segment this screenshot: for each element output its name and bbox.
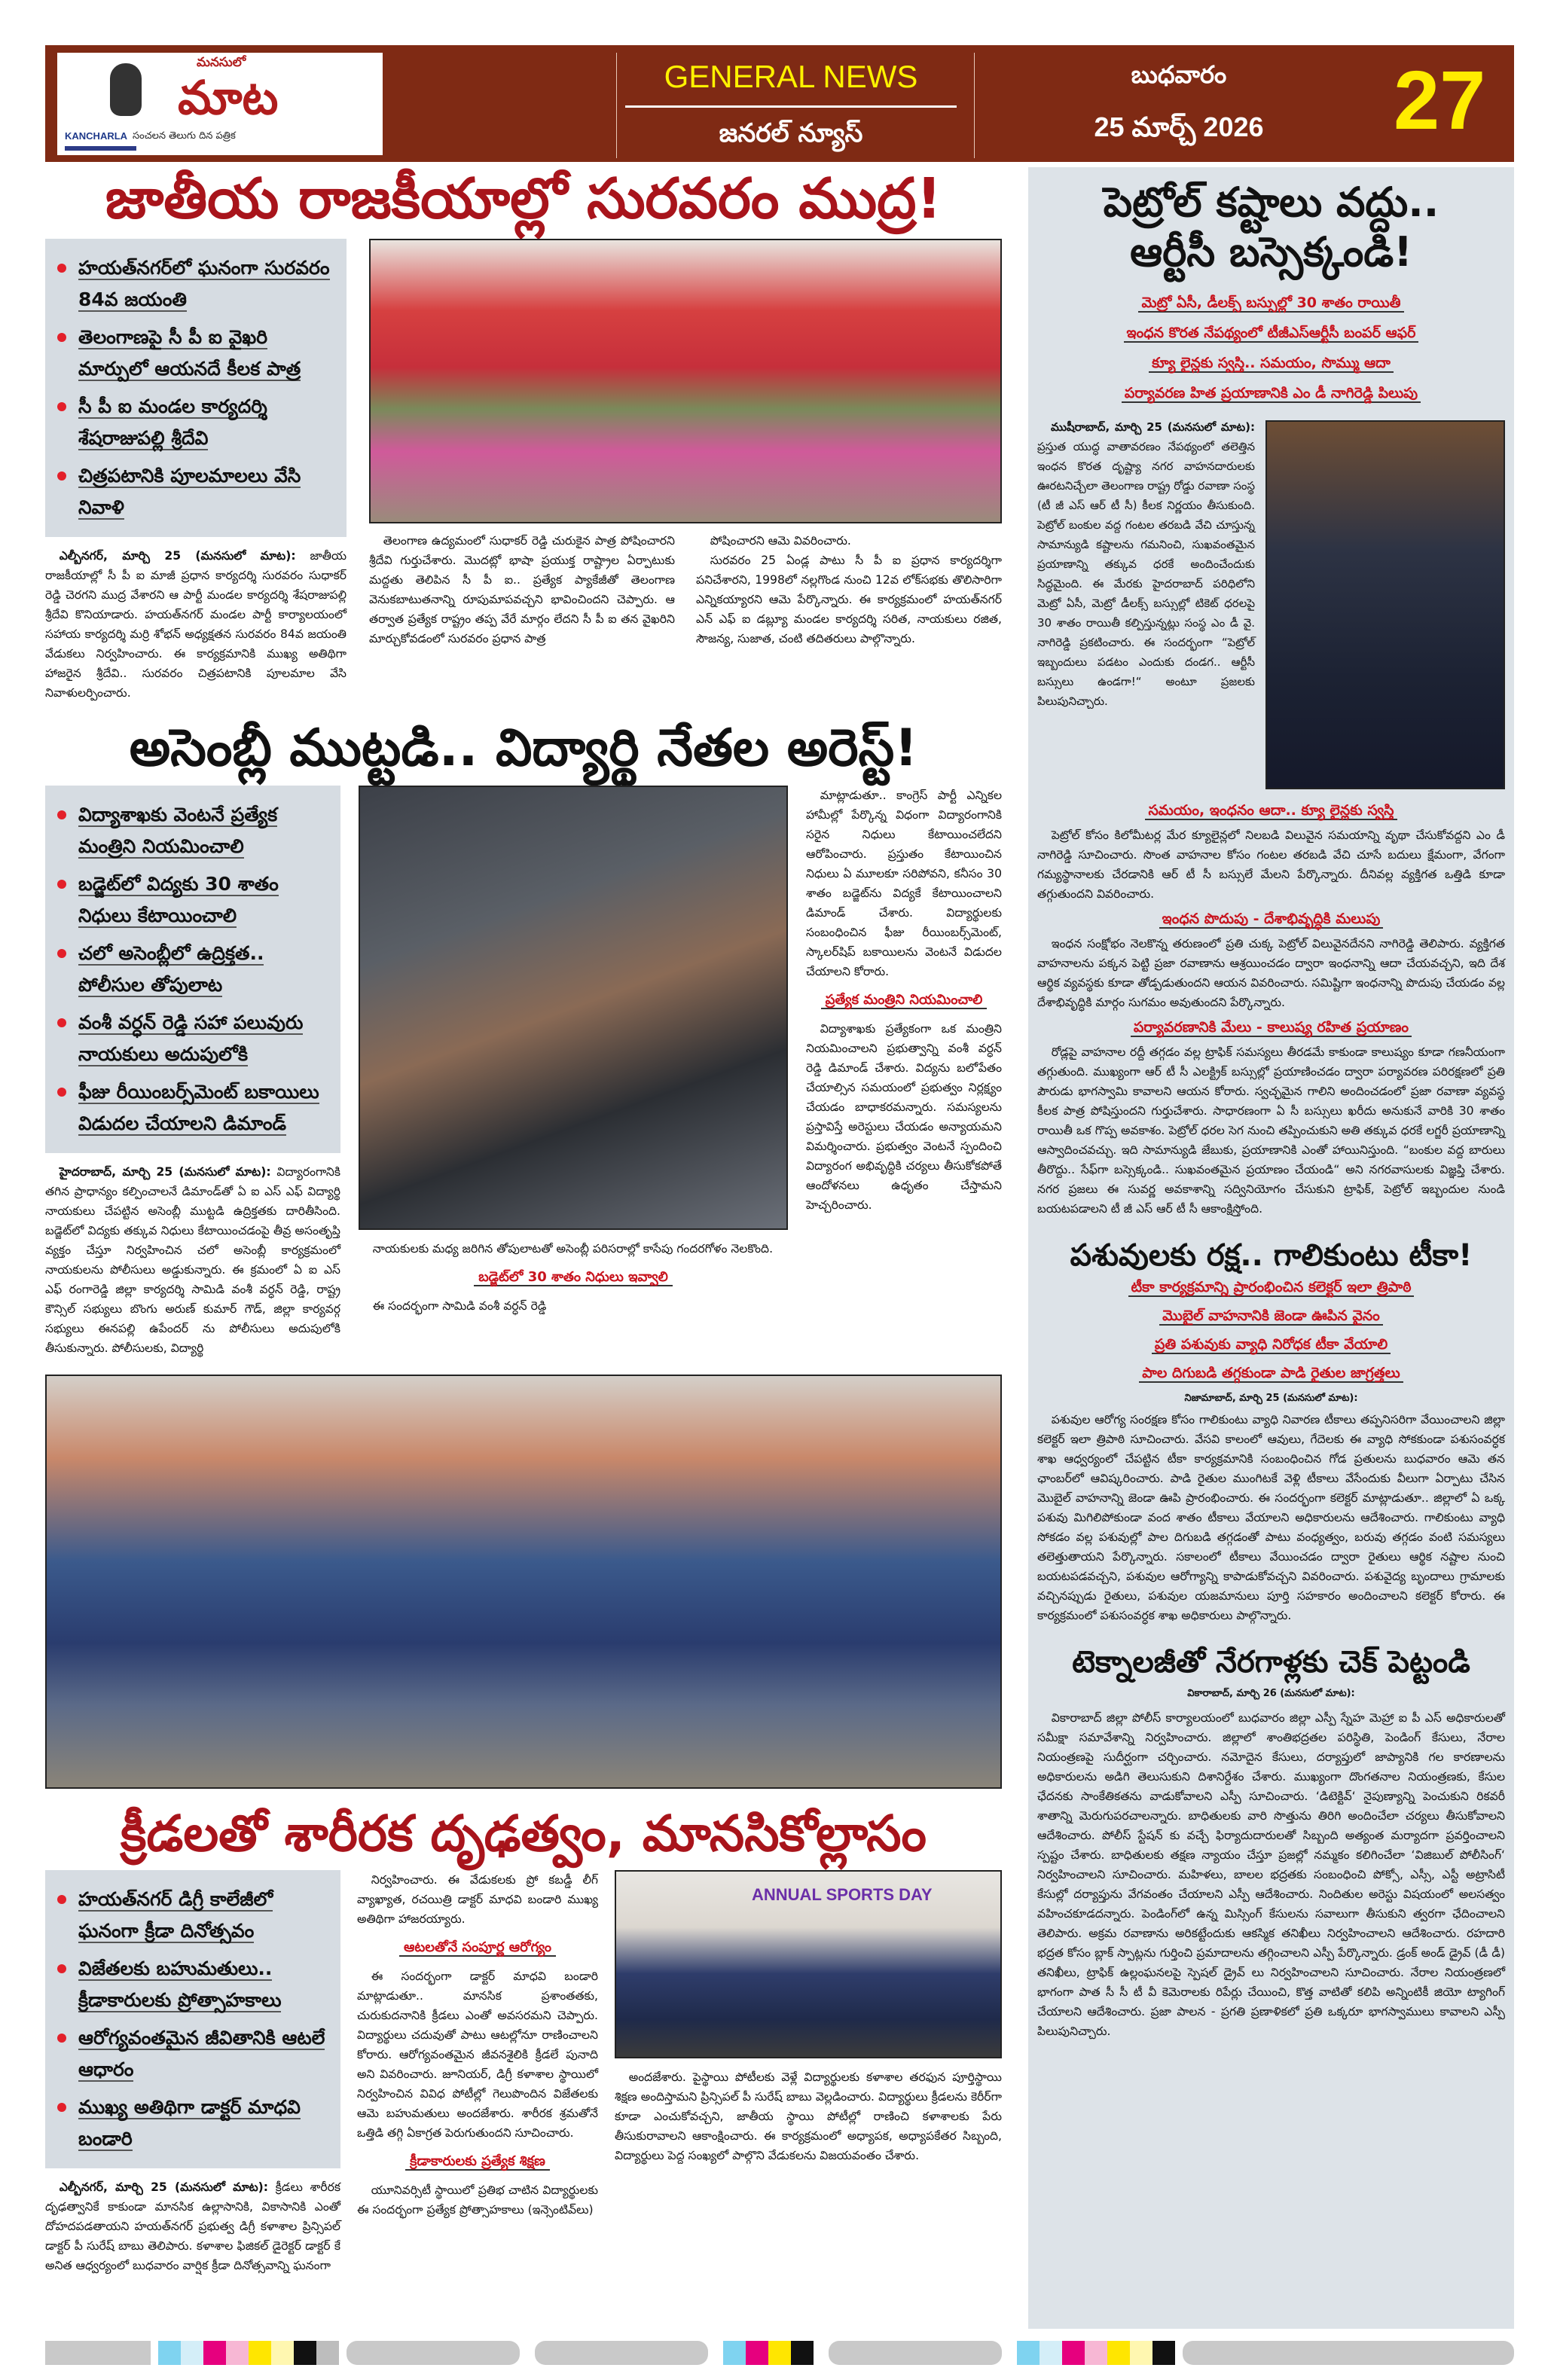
section-title-english: GENERAL NEWS	[664, 59, 918, 94]
article3-headline: క్రీడలతో శారీరక దృఢత్వం, మానసికోల్లాసం	[121, 1805, 927, 1863]
highlight-item: చిత్రపటానికి పూలమాలలు వేసి నివాళి	[57, 460, 336, 523]
highlight-item: విద్యాశాఖకు వెంటనే ప్రత్యేక మంత్రిని నియమించాలి	[57, 799, 330, 862]
newspaper-logo	[57, 53, 383, 155]
highlight-item: హయత్‌నగర్ డిగ్రీ కాలేజీలో ఘనంగా క్రీడా దినోత్సవం	[57, 1884, 330, 1947]
print-color-registration-bar	[45, 2341, 1514, 2365]
article4-subheads: మెట్రో ఏసీ, డీలక్స్ బస్సుల్లో 30 శాతం రాయితీ ఇంధన కొరత నేపథ్యంలో టీజీఎస్ఆర్టీసీ బంపర్ ఆఫర్ క్యూ లైన్లకు స్వస్తి.. సమయం, సొమ్ము ఆదా పర్యావరణ హిత ప్రయాణానికి ఎం డీ నాగిరెడ్డి పిలుపు	[1037, 288, 1505, 408]
article3-body-col2: నిర్వహించారు. ఈ వేడుకలకు ప్రో కబడ్డీ లీగ్ వ్యాఖ్యాత, రచయిత్రి డాక్టర్ మాధవి బండారి ముఖ్య అతిథిగా హాజరయ్యారు.	[357, 1873, 598, 1927]
article2-col3	[806, 786, 1002, 1358]
article3-highlights	[45, 1870, 340, 2168]
logo-small-text: మనసులో	[197, 55, 246, 70]
article2-body-col2: నాయకులకు మధ్య జరిగిన తోపులాటతో అసెంబ్లీ పరిసరాల్లో కాసేపు గందరగోళం నెలకొంది.	[372, 1242, 774, 1256]
article2-body-col3b: విద్యాశాఖకు ప్రత్యేకంగా ఒక మంత్రిని నియమించాలని ప్రభుత్వాన్ని వంశీ వర్ధన్ రెడ్డి డిమాండ్ చేశారు. విద్యను బలోపేతం చేయాల్సిన సమయంలో ప్రభుత్వం నిర్లక్ష్యం చేయడం బాధాకరమన్నారు. సమస్యలను ప్రస్తావిస్తే అరెస్టులు చేయడం అన్యాయమని విమర్శించారు. ప్రభుత్వం వెంటనే స్పందించి విద్యారంగ అభివృద్ధికి చర్యలు తీసుకోకపోతే ఆందోళనలు ఉధృతం చేస్తామని హెచ్చరించారు.	[806, 1022, 1002, 1213]
article2-headline: అసెంబ్లీ ముట్టడి.. విద్యార్థి నేతల అరెస్ట్!	[129, 719, 918, 779]
dateline: ముషీరాబాద్, మార్చి 25 (మనసులో మాట):	[1051, 420, 1255, 434]
masthead	[45, 45, 1514, 162]
issue-date: 25 మార్చ్ 2026	[1094, 111, 1264, 142]
highlight-item: ఆరోగ్యవంతమైన జీవితానికి ఆటలే ఆధారం	[57, 2022, 330, 2086]
page-number: 27	[1394, 54, 1486, 147]
article1	[45, 167, 1002, 703]
highlight-item: ముఖ్య అతిథిగా డాక్టర్ మాధవి బండారి	[57, 2092, 330, 2155]
article3-photo	[615, 1870, 1002, 2058]
article6-body: వికారాబాద్ జిల్లా పోలీస్ కార్యాలయంలో బుధవారం జిల్లా ఎస్పీ స్నేహ మెహ్రా ఐ పీ ఎస్ అధికారులతో సమీక్షా సమావేశాన్ని నిర్వహించారు. జిల్లాలో శాంతిభద్రతల పరిస్థితి, పెండింగ్ కేసులు, నేరాల నియంత్రణపై సుదీర్ఘంగా చర్చించారు. నమోదైన కేసులు, దర్యాప్తులో జాప్యానికి గల కారణాలను అధికారులను అడిగి తెలుసుకుని దిశానిర్దేశం చేశారు. ముఖ్యంగా దొంగతనాల నియంత్రణకు, కేసుల ఛేదనకు సాంకేతికతను వాడుకోవాలని ఎస్పీ సూచించారు. ‘డిటెక్టివ్‘ నైపుణ్యాన్ని పెంచుకుని రికవరీ శాతాన్ని మెరుగుపరచాలన్నారు. బాధితులకు వారి సొత్తును తిరిగి అందించేలా చర్యలు తీసుకోవాలని ఆదేశించారు. పోలీస్ స్టేషన్ కు వచ్చే ఫిర్యాదుదారులతో సిబ్బంది అత్యంత మర్యాదగా ప్రవర్తించాలని స్పష్టం చేశారు. బాధితులకు తక్షణ న్యాయం చేస్తూ ప్రజల్లో నమ్మకం కలిగించేలా ‘విజిబుల్ పోలీసింగ్‘ నిర్వహించాలని సూచించారు. మహిళలు, బాలల భద్రతకు సంబంధించి పోక్సో, ఎస్సీ, ఎస్టీ అట్రాసిటీ కేసుల్లో దర్యాప్తును వేగవంతం చేయాలని ఎస్పీ ఆదేశించారు. నిందితుల అరెస్టు విషయంలో అలసత్వం వహించకూడదన్నారు. పెండింగ్‌లో ఉన్న మిస్సింగ్ కేసులను సవాలుగా తీసుకుని త్వరగా ఛేదించాలని తెలిపారు. అక్రమ రవాణాను అరికట్టేందుకు ఆకస్మిక తనిఖీలు నిర్వహించాలని ఆదేశించారు. రహదారి భద్రత కోసం బ్లాక్ స్పాట్లను గుర్తించి ప్రమాదాలను తగ్గించాలని ఎస్పీ పేర్కొన్నారు. డ్రంక్ అండ్ డ్రైవ్ (డీ డీ) తనిఖీలు, ట్రాఫిక్ ఉల్లంఘనలపై స్పెషల్ డ్రైవ్ లు నిర్వహించాలని సూచించారు. నేరాల నియంత్రణలో భాగంగా పాత సీ సీ టీ వీ కెమెరాలకు రిపేర్లు చేయించి, కొత్త వాటితో కలిపి అన్నింటికీ జియో ట్యాగింగ్ చేయాలని ఆదేశించారు. ప్రజా పాలన - ప్రగతి ప్రణాళికలో ప్రతి ఒక్కరూ భాగస్వాములు కావాలని ఎస్పీ పిలుపునిచ్చారు.	[1037, 1711, 1505, 2038]
dateline: నిజామాబాద్, మార్చి 25 (మనసులో మాట):	[1184, 1393, 1358, 1404]
article2-subhead: బడ్జెట్‌లో 30 శాతం నిధులు ఇవ్వాలి	[359, 1265, 788, 1290]
highlight-item: విజేతలకు బహుమతులు.. క్రీడాకారులకు ప్రోత్సాహకాలు	[57, 1953, 330, 2016]
photo-banner-text: ANNUAL SPORTS DAY	[752, 1885, 933, 1905]
sports-group-photo	[45, 1375, 1002, 1789]
article4-body: సమయం, ఇంధనం ఆదా.. క్యూ లైన్లకు స్వస్తి పెట్రోల్ కోసం కిలోమీటర్ల మేర క్యూలైన్లలో నిలబడి విలువైన సమయాన్ని వృథా చేసుకోవద్దని ఎం డీ నాగిరెడ్డి సూచించారు. సొంత వాహనాల కోసం గంటల తరబడి వేచి చూసే బదులు క్షేమంగా, వేగంగా గమ్యస్థానాలకు చేరడానికి ఆర్ టీ సీ బస్సులే మేలని పేర్కొన్నారు. దీనివల్ల వ్యక్తిగత ఒత్తిడి కూడా తగ్గుతుందని వివరించారు. ఇంధన పొదుపు - దేశాభివృద్ధికి మలుపు ఇంధన సంక్షోభం నెలకొన్న తరుణంలో ప్రతి చుక్క పెట్రోల్ విలువైనదేనని నాగిరెడ్డి తెలిపారు. వ్యక్తిగత వాహనాలను పక్కన పెట్టి ప్రజా రవాణాను ఆశ్రయించడం ద్వారా ఇంధనాన్ని ఆదా చేయవచ్చని, ఇది దేశ ఆర్థిక వ్యవస్థకు కూడా తోడ్పడుతుందని ఆయన వివరించారు. సమిష్టిగా ఇంధనాన్ని పొదుపు చేయడం వల్ల దేశాభివృద్ధికి మార్గం సుగమం అవుతుందని పేర్కొన్నారు. పర్యావరణానికి మేలు - కాలుష్య రహిత ప్రయాణం రోడ్లపై వాహనాల రద్దీ తగ్గడం వల్ల ట్రాఫిక్ సమస్యలు తీరడమే కాకుండా కాలుష్యం కూడా గణనీయంగా తగ్గుతుంది. ముఖ్యంగా ఆర్ టీ సీ ఎలక్ట్రిక్ బస్సుల్లో ప్రయాణించడం ద్వారా పర్యావరణ పరిరక్షణలో ప్రతి పౌరుడు భాగస్వామి కావాలని ఆయన కోరారు. స్వచ్ఛమైన గాలిని అందించడంలో ప్రజా రవాణా వ్యవస్థ కీలక పాత్ర పోషిస్తుందని గుర్తుచేశారు. సాధారణంగా ఏ సీ బస్సులు ఖరీదు అనుకునే వారికి 30 శాతం రాయితీ ఒక గొప్ప అవకాశం. పెట్రోల్ ధరల సెగ నుంచి తప్పించుకుని అతి తక్కువ ధరకే లగ్జరీ ప్రయాణాన్ని ఆస్వాదించవచ్చు. ఇది సామాన్యుడి జేబుకు, ప్రయాణానికి ఎంతో హాయినిస్తుంది. “బంకుల వద్ద బారులు తీరొద్దు.. సేఫ్‌గా బస్సెక్కండి.. సుఖవంతమైన ప్రయాణం చేయండి“ అని నగరవాసులకు విజ్ఞప్తి చేశారు. నగర ప్రజలు ఈ సువర్ణ అవకాశాన్ని సద్వినియోగం చేసుకుని ట్రాఫిక్, పెట్రోల్ ఇబ్బందుల నుండి బయటపడాలని టీ జీ ఎస్ ఆర్ టీ సీ ఆకాంక్షిస్తోంది.	[1037, 802, 1505, 1216]
highlight-item: వంశీ వర్ధన్ రెడ్డి సహా పలువురు నాయకులు అదుపులోకి	[57, 1007, 330, 1070]
section-title-telugu: జనరల్ న్యూస్	[719, 118, 863, 148]
main-news-area	[45, 167, 1002, 2292]
highlight-item: బడ్జెట్‌లో విద్యకు 30 శాతం నిధులు కేటాయించాలి	[57, 868, 330, 932]
article3-col2	[357, 1870, 598, 2275]
article5-headline: పశువులకు రక్ష.. గాలికుంటు టీకా!	[1070, 1238, 1473, 1273]
logo-tagline: సంచలన తెలుగు దిన పత్రిక	[133, 130, 236, 142]
article1-body-col1: ఎల్బీనగర్, మార్చి 25 (మనసులో మాట): జాతీయ రాజకీయాల్లో సీ పీ ఐ మాజీ ప్రధాన కార్యదర్శి సురవరం సుధాకర్ రెడ్డి చెరగని ముద్ర వేశారని ఆ పార్టీ మండల కార్యదర్శి శేషరాజుపల్లి శ్రీదేవి కొనియాడారు. హయత్‌నగర్ మండల పార్టీ కార్యాలయంలో సహాయ కార్యదర్శి మర్రి శోభన్ అధ్యక్షతన సురవరం 84వ జయంతి వేడుకలు నిర్వహించారు. ఈ కార్యక్రమానికి ముఖ్య అతిథిగా హాజరైన శ్రీదేవి.. సురవరం చిత్రపటానికి పూలమాల వేసి నివాళులర్పించారు.	[45, 549, 347, 700]
article3-col3	[615, 1870, 1002, 2275]
dateline: ఎల్బీనగర్, మార్చి 25 (మనసులో మాట):	[59, 549, 296, 563]
weekday: బుధవారం	[1131, 60, 1227, 89]
article5-body: పశువుల ఆరోగ్య సంరక్షణ కోసం గాలికుంటు వ్యాధి నివారణ టీకాలు తప్పనిసరిగా వేయించాలని జిల్లా కలెక్టర్ ఇలా త్రిపాఠి సూచించారు. వేసవి కాలంలో ఆవులు, గేదెలకు ఈ వ్యాధి సోకకుండా పశుసంవర్ధక శాఖ ఆధ్వర్యంలో చేపట్టిన టీకా కార్యక్రమానికి సంబంధించిన గోడ ప్రతులను బుధవారం ఆమె తన ఛాంబర్‌లో ఆవిష్కరించారు. పాడి రైతుల ముంగిటకే వెళ్లి టీకాలు వేసేందుకు వీలుగా ఏర్పాటు చేసిన మొబైల్ వాహనాన్ని జెండా ఊపి ప్రారంభించారు. ఈ సందర్భంగా కలెక్టర్ మాట్లాడుతూ.. జిల్లాలో ఏ ఒక్క పశువు మిగిలిపోకుండా వంద శాతం టీకాలు వేయాలని అధికారులను ఆదేశించారు. గాలికుంటు వ్యాధి సోకడం వల్ల పశువుల్లో పాల దిగుబడి తగ్గడంతో పాటు వంధ్యత్వం, బరువు తగ్గడం వంటి సమస్యలు తలెత్తుతాయని పేర్కొన్నారు. సకాలంలో టీకాలు వేయించడం ద్వారా రైతులు ఆర్థిక నష్టాల నుంచి బయటపడవచ్చని, పశువుల ఆరోగ్యాన్ని కాపాడుకోవచ్చని వివరించారు. పశువైద్య బృందాలు గ్రామాలకు వచ్చినప్పుడు రైతులు, పశువుల యజమానులు పూర్తి సహకారం అందించాలని కలెక్టర్ కోరారు. ఈ కార్యక్రమంలో పశుసంవర్ధక శాఖ అధికారులు పాల్గొన్నారు.	[1037, 1413, 1505, 1622]
article3-body-col2c: యూనివర్సిటీ స్థాయిలో ప్రతిభ చాటిన విద్యార్థులకు ఈ సందర్భంగా ప్రత్యేక ప్రోత్సాహకాలు (ఇన్సెంటివ్‌లు)	[357, 2183, 598, 2217]
founder-portrait-icon	[110, 63, 142, 116]
article4-body-intro: ముషీరాబాద్, మార్చి 25 (మనసులో మాట): ప్రస్తుత యుద్ధ వాతావరణం నేపథ్యంలో తలెత్తిన ఇంధన కొరత దృష్ట్యా నగర వాహనదారులకు ఊరటనిచ్చేలా తెలంగాణ రాష్ట్ర రోడ్డు రవాణా సంస్థ (టీ జీ ఎస్ ఆర్ టీ సీ) కీలక నిర్ణయం తీసుకుంది. పెట్రోల్ బంకుల వద్ద గంటల తరబడి వేచి చూస్తున్న సామాన్యుడి కష్టాలను గమనించి, సుఖవంతమైన ప్రయాణాన్ని తక్కువ ధరకే అందించేందుకు సిద్ధమైంది. ఈ మేరకు హైదరాబాద్ పరిధిలోని మెట్రో ఏసీ, మెట్రో డీలక్స్ బస్సుల్లో టికెట్ ధరలపై 30 శాతం రాయితీ కల్పిస్తున్నట్లు సంస్థ ఎం డీ వై. నాగిరెడ్డి ప్రకటించారు. ఈ సందర్భంగా “పెట్రోల్ ఇబ్బందులు పడటం ఎందుకు దండగ.. ఆర్టీసీ బస్సులు ఉండగా!“ అంటూ ప్రజలకు పిలుపునిచ్చారు.	[1037, 420, 1255, 708]
md-portrait-photo	[1265, 420, 1505, 789]
article6	[1037, 1645, 1505, 2041]
divider	[616, 53, 617, 158]
article1-right-column	[369, 239, 1002, 703]
highlight-item: సీ పీ ఐ మండల కార్యదర్శి శేషరాజుపల్లి శ్రీదేవి	[57, 391, 336, 454]
article2-col2	[359, 786, 788, 1358]
article5: పశువులకు రక్ష.. గాలికుంటు టీకా! టీకా కార్యక్రమాన్ని ప్రారంభించిన కలెక్టర్ ఇలా త్రిపాఠి మొబైల్ వాహనానికి జెండా ఊపిన వైనం ప్రతి పశువుకు వ్యాధి నిరోధక టీకా వేయాలి పాల దిగుబడి తగ్గకుండా పాడి రైతుల జాగ్రత్తలు నిజామాబాద్, మార్చి 25 (మనసులో మాట): పశువుల ఆరోగ్య సంరక్షణ కోసం గాలికుంటు వ్యాధి నివారణ టీకాలు తప్పనిసరిగా వేయించాలని జిల్లా కలెక్టర్ ఇలా త్రిపాఠి సూచించారు. వేసవి కాలంలో ఆవులు, గేదెలకు ఈ వ్యాధి సోకకుండా పశుసంవర్ధక శాఖ ఆధ్వర్యంలో చేపట్టిన టీకా కార్యక్రమానికి సంబంధించిన గోడ ప్రతులను బుధవారం ఆమె తన ఛాంబర్‌లో ఆవిష్కరించారు. పాడి రైతుల ముంగిటకే వెళ్లి టీకాలు వేసేందుకు వీలుగా ఏర్పాటు చేసిన మొబైల్ వాహనాన్ని జెండా ఊపి ప్రారంభించారు. ఈ సందర్భంగా కలెక్టర్ మాట్లాడుతూ.. జిల్లాలో ఏ ఒక్క పశువు మిగిలిపోకుండా వంద శాతం టీకాలు వేయాలని అధికారులను ఆదేశించారు. గాలికుంటు వ్యాధి సోకడం వల్ల పశువుల్లో పాల దిగుబడి తగ్గడంతో పాటు వంధ్యత్వం, బరువు తగ్గడం వంటి సమస్యలు తలెత్తుతాయని పేర్కొన్నారు. సకాలంలో టీకాలు వేయించడం ద్వారా రైతులు ఆర్థిక నష్టాల నుంచి బయటపడవచ్చని, పశువుల ఆరోగ్యాన్ని కాపాడుకోవచ్చని వివరించారు. పశువైద్య బృందాలు గ్రామాలకు వచ్చినప్పుడు రైతులు, పశువుల యజమానులు పూర్తి సహకారం అందించాలని కలెక్టర్ కోరారు. ఈ కార్యక్రమంలో పశుసంవర్ధక శాఖ అధికారులు పాల్గొన్నారు.	[1037, 1238, 1505, 1625]
article3-subhead: క్రీడాకారులకు ప్రత్యేక శిక్షణ	[357, 2149, 598, 2174]
article3-body-col1: ఎల్బీనగర్, మార్చి 25 (మనసులో మాట): క్రీడలు శారీరక దృఢత్వానికే కాకుండా మానసిక ఉల్లాసానికి, వికాసానికి ఎంతో దోహదపడతాయని హయత్‌నగర్ ప్రభుత్వ డిగ్రీ కళాశాల ప్రిన్సిపల్ డాక్టర్ పీ సురేష్ బాబు తెలిపారు. కళాశాల ఫిజికల్ డైరెక్టర్ డాక్టర్ కే అనిత ఆధ్వర్యంలో బుధవారం వార్షిక క్రీడా దినోత్సవాన్ని ఘనంగా	[45, 2180, 341, 2273]
article2-body-col2b: ఈ సందర్భంగా సామిడి వంశీ వర్ధన్ రెడ్డి	[372, 1299, 547, 1314]
article2-highlights	[45, 786, 340, 1153]
article3-body-col3: అందజేశారు. పైస్థాయి పోటీలకు వెళ్లే విద్యార్థులకు కళాశాల తరఫున పూర్తిస్థాయి శిక్షణ అందిస్తామని ప్రిన్సిపల్ పీ సురేష్ బాబు వెల్లడించారు. విద్యార్థులు క్రీడలను కెరీర్‌గా కూడా ఎంచుకోవచ్చని, జాతీయ స్థాయి పోటీల్లో రాణించి కళాశాలకు పేరు తీసుకురావాలని ఆకాంక్షించారు. ఈ కార్యక్రమంలో అధ్యాపక, అధ్యాపకేతర సిబ్బంది, విద్యార్థులు పెద్ద సంఖ్యలో పాల్గొని వేడుకలను విజయవంతం చేశారు.	[615, 2070, 1002, 2163]
right-column	[1028, 167, 1514, 2329]
article1-headline: జాతీయ రాజకీయాల్లో సురవరం ముద్ర!	[105, 166, 942, 231]
article6-headline: టెక్నాలజీతో నేరగాళ్లకు చెక్ పెట్టండి	[1072, 1645, 1470, 1680]
article3-body-col2b: ఈ సందర్భంగా డాక్టర్ మాధవి బండారి మాట్లాడుతూ.. మానసిక ప్రశాంతతకు, చురుకుదనానికి క్రీడలు ఎంతో అవసరమని చెప్పారు. విద్యార్థులు చదువుతో పాటు ఆటల్లోనూ రాణించాలని కోరారు. ఆరోగ్యవంతమైన జీవనశైలికి క్రీడలే పునాది అని వివరించారు. జూనియర్, డిగ్రీ కళాశాల స్థాయిలో నిర్వహించిన వివిధ పోటీల్లో గెలుపొందిన విజేతలకు ఆమె బహుమతులు అందజేశారు. శారీరక శ్రమతోనే ఒత్తిడి తగ్గి ఏకాగ్రత పెరుగుతుందని సూచించారు.	[357, 1970, 598, 2140]
article2	[45, 719, 1002, 1358]
article1-body-cols	[369, 531, 1002, 648]
article2-photo	[359, 786, 788, 1230]
highlight-item: ఫీజు రీయింబర్స్‌మెంట్ బకాయిలు విడుదల చేయాలని డిమాండ్	[57, 1076, 330, 1140]
article1-left-column	[45, 239, 347, 703]
article2-body-col1: హైదరాబాద్, మార్చి 25 (మనసులో మాట): విద్యారంగానికి తగిన ప్రాధాన్యం కల్పించాలనే డిమాండ్‌తో ఏ ఐ ఎస్ ఎఫ్ విద్యార్థి నాయకులు చేపట్టిన అసెంబ్లీ ముట్టడి ఉద్రిక్తతకు దారితీసింది. బడ్జెట్‌లో విద్యకు తక్కువ నిధులు కేటాయించడంపై తీవ్ర అసంతృప్తి వ్యక్తం చేస్తూ నిర్వహించిన చలో అసెంబ్లీ కార్యక్రమంలో నాయకులను పోలీసులు అడ్డుకున్నారు. ఈ క్రమంలో ఏ ఐ ఎస్ ఎఫ్ రంగారెడ్డి జిల్లా కార్యదర్శి సామిడి వంశీ వర్ధన్ రెడ్డి, రాష్ట్ర కౌన్సిల్ సభ్యులు బొంగు అరుణ్ కుమార్ గౌడ్, జిల్లా కార్యవర్గ సభ్యులు ఈనపల్లి ఉపేందర్ ను పోలీసులు అదుపులోకి తీసుకున్నారు. పోలీసులకు, విద్యార్థి	[45, 1165, 340, 1356]
dateline: హైదరాబాద్, మార్చి 25 (మనసులో మాట):	[59, 1165, 271, 1179]
article4-intro	[1037, 417, 1505, 795]
highlight-item: హయత్‌నగర్‌లో ఘనంగా సురవరం 84వ జయంతి	[57, 252, 336, 316]
article3-subhead: ఆటలతోనే సంపూర్ణ ఆరోగ్యం	[357, 1935, 598, 1960]
highlight-item: చలో అసెంబ్లీలో ఉద్రిక్తత.. పోలీసుల తోపులాట	[57, 938, 330, 1001]
article2-body-col3: మాట్లాడుతూ.. కాంగ్రెస్ పార్టీ ఎన్నికల హామీల్లో పేర్కొన్న విధంగా విద్యారంగానికి సరైన నిధులు కేటాయించలేదని ఆరోపించారు. ప్రస్తుతం కేటాయించిన నిధులు ఏ మూలకూ సరిపోవని, కనీసం 30 శాతం బడ్జెట్‌ను విద్యకే కేటాయించాలని డిమాండ్ చేశారు. విద్యార్థులకు సంబంధించిన ఫీజు రీయింబర్స్‌మెంట్, స్కాలర్‌షిప్ బకాయిలను వెంటనే విడుదల చేయాలని కోరారు.	[806, 789, 1002, 979]
article2-subhead: ప్రత్యేక మంత్రిని నియమించాలి	[806, 987, 1002, 1013]
logo-title: మాట	[178, 70, 279, 125]
article3	[45, 1805, 1002, 2275]
logo-underline	[65, 146, 136, 151]
dateline: ఎల్బీనగర్, మార్చి 25 (మనసులో మాట):	[59, 2180, 269, 2195]
divider	[974, 53, 975, 158]
article1-photo	[369, 239, 1002, 523]
highlight-item: తెలంగాణపై సీ పీ ఐ వైఖరి మార్పులో ఆయనదే కీలక పాత్ర	[57, 322, 336, 385]
article1-body-col2: తెలంగాణ ఉద్యమంలో సుధాకర్ రెడ్డి చురుకైన పాత్ర పోషించారని శ్రీదేవి గుర్తుచేశారు. మొదట్లో భాషా ప్రయుక్త రాష్ట్రాల ఏర్పాటుకు మద్దతు తెలిపిన సీ పీ ఐ.. ప్రత్యేక ప్యాకేజీతో తెలంగాణ వెనుకబాటుతనాన్ని రూపుమాపవచ్చని భావించిందని చెప్పారు. ఆ తర్వాత ప్రత్యేక రాష్ట్రం తప్ప వేరే మార్గం లేదని సీ పీ ఐ తన వైఖరిని మార్చుకోవడంలో సురవరం ప్రధాన పాత్ర	[369, 534, 675, 646]
divider	[625, 105, 957, 108]
article2-col1	[45, 786, 340, 1358]
article1-highlights	[45, 239, 347, 537]
article4-headline: పెట్రోల్ కష్టాలు వద్దు.. ఆర్టీసీ బస్సెక్కండి!	[1103, 178, 1439, 276]
article3-col1	[45, 1870, 340, 2275]
article1-body-col3b: సురవరం 25 ఏండ్ల పాటు సీ పీ ఐ ప్రధాన కార్యదర్శిగా పనిచేశారని, 1998లో నల్లగొండ నుంచి 12వ లోక్‌సభకు తొలిసారిగా ఎన్నికయ్యారని ఆమె పేర్కొన్నారు. ఈ కార్యక్రమంలో హయత్‌నగర్ ఎన్ ఎఫ్ ఐ డబ్ల్యూ మండల కార్యదర్శి సరిత, నాయకులు రజిత, సౌజన్య, సుజాత, చంటి తదితరులు పాల్గొన్నారు.	[696, 554, 1002, 646]
logo-brand: KANCHARLA	[65, 130, 128, 142]
article1-body-col3: పోషించారని ఆమె వివరించారు.	[710, 534, 851, 548]
dateline: వికారాబాద్, మార్చి 26 (మనసులో మాట):	[1187, 1688, 1355, 1699]
